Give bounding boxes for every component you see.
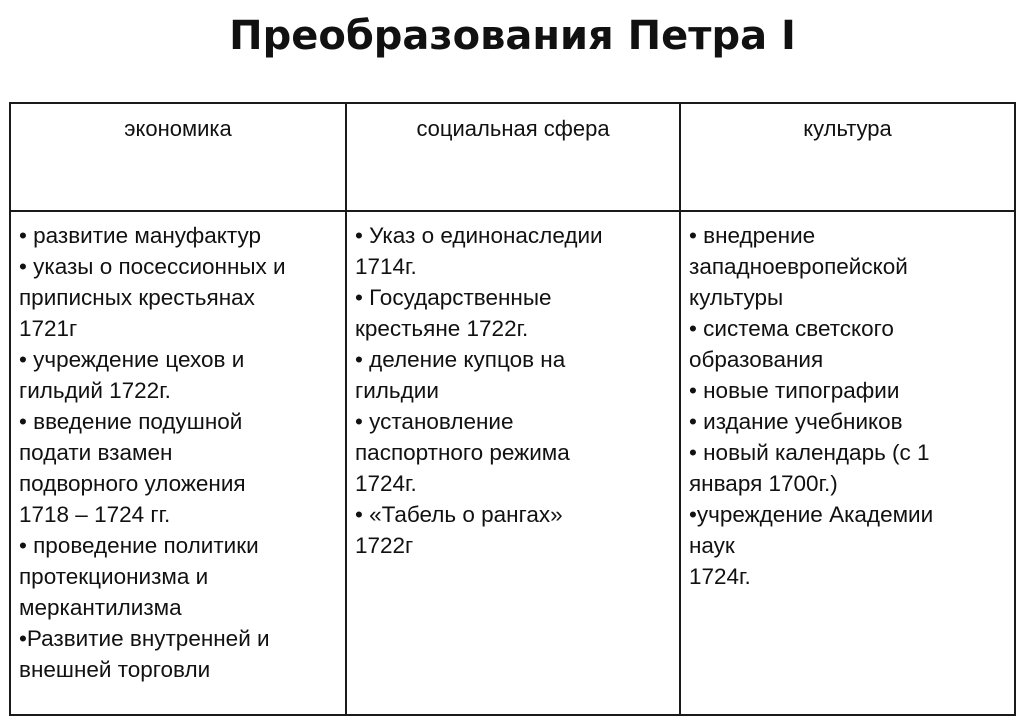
reforms-table [9, 102, 1016, 716]
list-item: • внедрение западноевропейской культуры [689, 223, 908, 310]
list-item: •учреждение Академии наук 1724г. [689, 502, 934, 589]
page-title: Преобразования Петра I [229, 13, 796, 59]
list-item: • учреждение цехов и гильдий 1722г. [19, 347, 245, 403]
list-item: • установление паспортного режима 1724г. [355, 409, 570, 496]
header-economy [11, 104, 347, 212]
economy-cell [11, 212, 347, 714]
header-social-label: социальная сфера [416, 116, 610, 141]
culture-cell [681, 212, 1014, 714]
list-item: • Государственные крестьяне 1722г. [355, 285, 552, 341]
list-item: • введение подушной подати взамен подворного уложения 1718 – 1724 гг. [19, 409, 246, 527]
header-culture [681, 104, 1014, 212]
list-item: •Развитие внутренней и внешней торговли [19, 626, 270, 682]
social-cell [347, 212, 681, 714]
list-item: • Указ о единонаследии 1714г. [355, 223, 603, 279]
header-culture-label: культура [803, 116, 892, 141]
list-item: • проведение политики протекционизма и меркантилизма [19, 533, 259, 620]
header-social [347, 104, 681, 212]
header-economy-label: экономика [124, 116, 232, 141]
list-item: • новые типографии [689, 378, 900, 403]
list-item: • деление купцов на гильдии [355, 347, 566, 403]
list-item: • новый календарь (с 1 января 1700г.) [689, 440, 930, 496]
list-item: • развитие мануфактур [19, 223, 261, 248]
list-item: • система светского образования [689, 316, 894, 372]
list-item: • «Табель о рангах» 1722г [355, 502, 563, 558]
list-item: • издание учебников [689, 409, 903, 434]
list-item: • указы о посессионных и приписных крестьянах 1721г [19, 254, 286, 341]
